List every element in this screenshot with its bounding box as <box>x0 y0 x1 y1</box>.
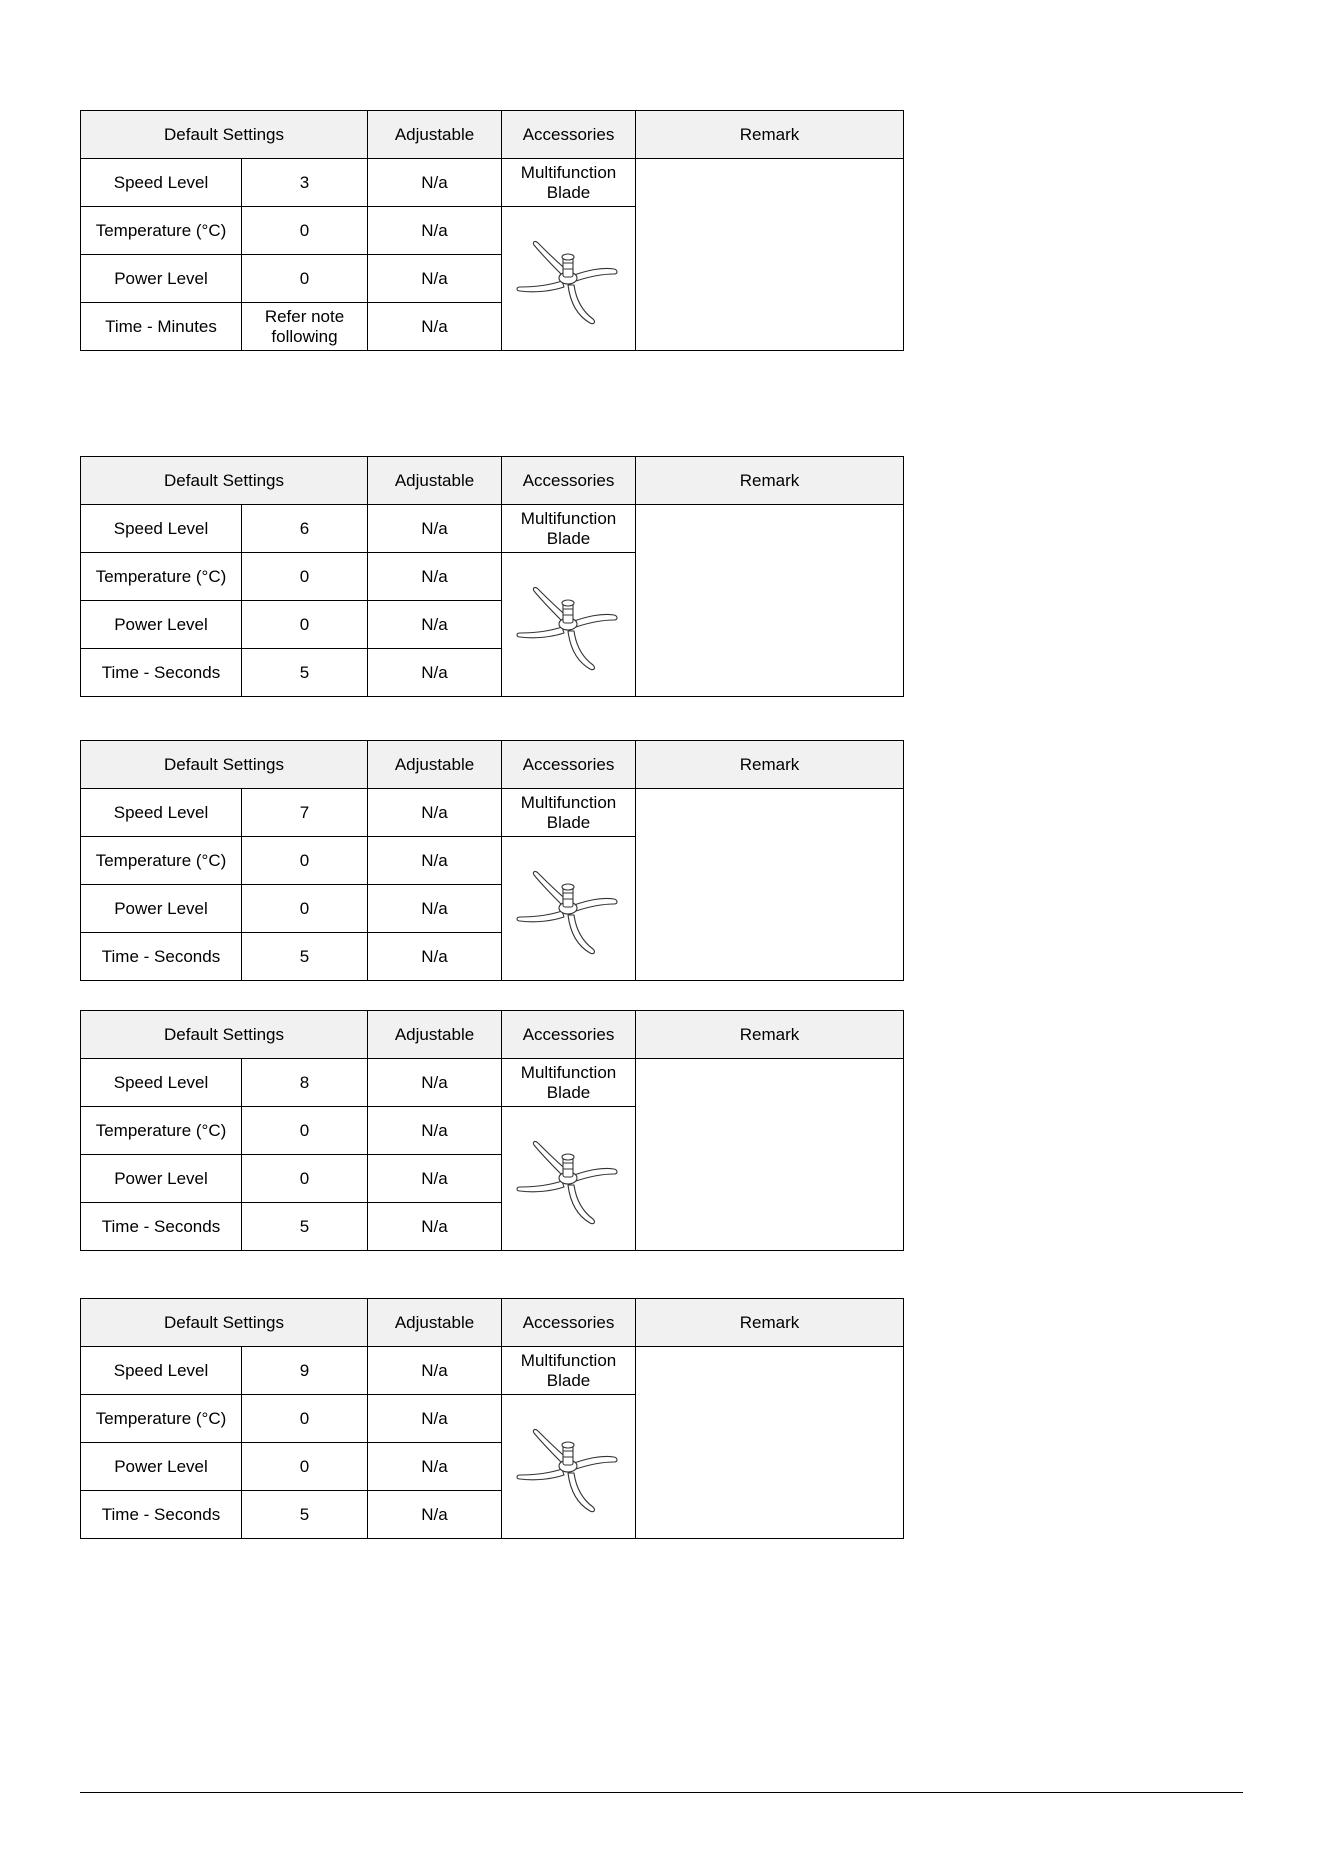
settings-table-2 <box>80 456 904 697</box>
header-accessories: Accessories <box>502 1299 636 1347</box>
setting-value: 0 <box>242 837 368 885</box>
accessory-label <box>502 789 636 837</box>
accessory-label-line2: Blade <box>546 1370 591 1390</box>
setting-value: 7 <box>242 789 368 837</box>
setting-value: 3 <box>242 159 368 207</box>
setting-adjustable: N/a <box>368 789 502 837</box>
setting-adjustable: N/a <box>368 505 502 553</box>
setting-value: 9 <box>242 1347 368 1395</box>
setting-label: Time - Seconds <box>81 649 242 697</box>
setting-label: Power Level <box>81 601 242 649</box>
setting-value: 6 <box>242 505 368 553</box>
setting-adjustable: N/a <box>368 649 502 697</box>
header-default-settings: Default Settings <box>81 457 368 505</box>
header-accessories: Accessories <box>502 111 636 159</box>
header-adjustable: Adjustable <box>368 111 502 159</box>
header-remark: Remark <box>636 111 904 159</box>
setting-value: 0 <box>242 207 368 255</box>
setting-label: Speed Level <box>81 159 242 207</box>
accessory-label <box>502 159 636 207</box>
accessory-label-line1: Multifunction <box>520 162 617 182</box>
setting-value: 0 <box>242 255 368 303</box>
settings-table-5 <box>80 1298 904 1539</box>
header-default-settings: Default Settings <box>81 1011 368 1059</box>
multifunction-blade-icon <box>510 223 628 335</box>
setting-adjustable: N/a <box>368 837 502 885</box>
setting-label: Time - Minutes <box>81 303 242 351</box>
setting-label: Power Level <box>81 885 242 933</box>
header-accessories: Accessories <box>502 1011 636 1059</box>
setting-label: Temperature (°C) <box>81 1395 242 1443</box>
setting-adjustable: N/a <box>368 1347 502 1395</box>
accessory-label-line2: Blade <box>546 182 591 202</box>
accessory-image-cell <box>502 553 636 697</box>
multifunction-blade-icon <box>510 1123 628 1235</box>
accessory-image-cell <box>502 207 636 351</box>
setting-adjustable: N/a <box>368 159 502 207</box>
accessory-image-cell <box>502 1107 636 1251</box>
setting-label: Speed Level <box>81 1347 242 1395</box>
accessory-label-line2: Blade <box>546 1082 591 1102</box>
setting-adjustable: N/a <box>368 255 502 303</box>
multifunction-blade-icon <box>510 853 628 965</box>
header-remark: Remark <box>636 1299 904 1347</box>
setting-label: Temperature (°C) <box>81 207 242 255</box>
header-accessories: Accessories <box>502 741 636 789</box>
setting-value: Refer note following <box>242 303 368 351</box>
setting-adjustable: N/a <box>368 553 502 601</box>
setting-value: 0 <box>242 1107 368 1155</box>
setting-value: 0 <box>242 553 368 601</box>
header-remark: Remark <box>636 457 904 505</box>
remark-cell <box>636 789 904 981</box>
accessory-image-cell <box>502 837 636 981</box>
setting-label: Power Level <box>81 1155 242 1203</box>
setting-label: Time - Seconds <box>81 933 242 981</box>
setting-value: 8 <box>242 1059 368 1107</box>
accessory-label-line1: Multifunction <box>520 792 617 812</box>
header-adjustable: Adjustable <box>368 741 502 789</box>
remark-cell <box>636 159 904 351</box>
setting-label: Power Level <box>81 1443 242 1491</box>
settings-table-4 <box>80 1010 904 1251</box>
setting-label: Temperature (°C) <box>81 1107 242 1155</box>
setting-adjustable: N/a <box>368 1155 502 1203</box>
accessory-label <box>502 1347 636 1395</box>
setting-adjustable: N/a <box>368 933 502 981</box>
setting-value: 0 <box>242 885 368 933</box>
settings-table-3 <box>80 740 904 981</box>
multifunction-blade-icon <box>510 1411 628 1523</box>
setting-label: Time - Seconds <box>81 1203 242 1251</box>
accessory-label-line1: Multifunction <box>520 1350 617 1370</box>
setting-value: 5 <box>242 649 368 697</box>
setting-value: 5 <box>242 933 368 981</box>
header-accessories: Accessories <box>502 457 636 505</box>
accessory-label <box>502 505 636 553</box>
accessory-label-line1: Multifunction <box>520 1062 617 1082</box>
setting-label: Power Level <box>81 255 242 303</box>
setting-adjustable: N/a <box>368 601 502 649</box>
header-adjustable: Adjustable <box>368 1011 502 1059</box>
header-default-settings: Default Settings <box>81 111 368 159</box>
accessory-label <box>502 1059 636 1107</box>
setting-adjustable: N/a <box>368 1443 502 1491</box>
setting-value: 0 <box>242 1395 368 1443</box>
setting-adjustable: N/a <box>368 1203 502 1251</box>
setting-value: 0 <box>242 601 368 649</box>
accessory-label-line2: Blade <box>546 528 591 548</box>
setting-label: Speed Level <box>81 1059 242 1107</box>
setting-label: Temperature (°C) <box>81 837 242 885</box>
setting-adjustable: N/a <box>368 1395 502 1443</box>
remark-cell <box>636 505 904 697</box>
setting-adjustable: N/a <box>368 207 502 255</box>
setting-value: 0 <box>242 1155 368 1203</box>
setting-adjustable: N/a <box>368 303 502 351</box>
setting-adjustable: N/a <box>368 1059 502 1107</box>
footer-divider <box>80 1792 1243 1793</box>
header-default-settings: Default Settings <box>81 1299 368 1347</box>
setting-value: 5 <box>242 1203 368 1251</box>
setting-adjustable: N/a <box>368 1491 502 1539</box>
setting-adjustable: N/a <box>368 885 502 933</box>
setting-label: Speed Level <box>81 789 242 837</box>
accessory-image-cell <box>502 1395 636 1539</box>
remark-cell <box>636 1059 904 1251</box>
setting-adjustable: N/a <box>368 1107 502 1155</box>
header-default-settings: Default Settings <box>81 741 368 789</box>
multifunction-blade-icon <box>510 569 628 681</box>
settings-table-1 <box>80 110 904 351</box>
setting-label: Time - Seconds <box>81 1491 242 1539</box>
setting-value: 0 <box>242 1443 368 1491</box>
header-remark: Remark <box>636 1011 904 1059</box>
setting-label: Speed Level <box>81 505 242 553</box>
accessory-label-line2: Blade <box>546 812 591 832</box>
remark-cell <box>636 1347 904 1539</box>
header-adjustable: Adjustable <box>368 457 502 505</box>
header-remark: Remark <box>636 741 904 789</box>
setting-label: Temperature (°C) <box>81 553 242 601</box>
accessory-label-line1: Multifunction <box>520 508 617 528</box>
setting-value: 5 <box>242 1491 368 1539</box>
header-adjustable: Adjustable <box>368 1299 502 1347</box>
